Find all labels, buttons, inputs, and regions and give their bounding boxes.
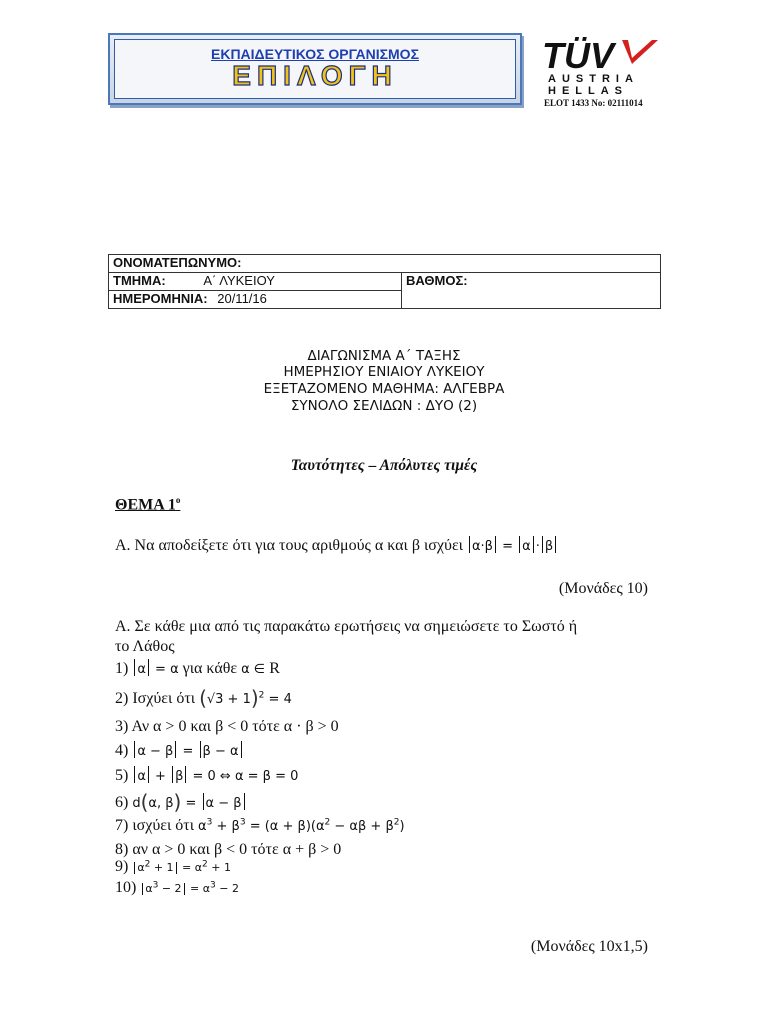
formula-item-10: $\alpha^3 - 2 = \alpha^3 - 2$ <box>140 882 239 895</box>
list-item <box>115 686 292 710</box>
item-text: 7) ισχύει ότι <box>115 817 195 834</box>
section-superscript: ο <box>175 495 181 505</box>
list-item: 3) Αν α > 0 και β < 0 τότε α · β > 0 <box>115 718 339 735</box>
item-text: 2) Ισχύει ότι <box>115 690 196 707</box>
date-value: 20/11/16 <box>217 291 267 306</box>
table-row <box>109 255 661 273</box>
tuv-main-text: TÜV <box>542 36 614 76</box>
question-a1 <box>115 536 558 555</box>
item-number: 5) <box>115 767 129 784</box>
date-cell[interactable] <box>109 291 402 309</box>
formula-item-6: d(α, β) = α − β <box>132 796 246 811</box>
item-number: 4) <box>115 742 129 759</box>
question-a1-text: Α. Να αποδείξετε ότι για τους αριθμούς α και β ισχύει <box>115 537 463 554</box>
list-item <box>115 741 244 760</box>
class-value: Α΄ ΛΥΚΕΙΟΥ <box>203 273 275 288</box>
tuv-hellas-text: HELLAS <box>548 85 628 96</box>
class-cell[interactable] <box>109 273 402 291</box>
organization-logo-box <box>108 33 522 105</box>
grade-cell[interactable] <box>402 273 661 309</box>
formula-item-2: $(√3 + 1)^2 = 4$ <box>199 686 292 710</box>
certification-number: ELOT 1433 No: 02111014 <box>544 98 643 108</box>
grade-label: ΒΑΘΜΟΣ: <box>406 273 468 288</box>
exam-title-line4: ΣΥΝΟΛΟ ΣΕΛΙΔΩΝ : ΔΥΟ (2) <box>290 398 478 414</box>
table-row <box>109 273 661 291</box>
tuv-austria-text: AUSTRIA <box>548 73 639 85</box>
class-label: ΤΜΗΜΑ: <box>113 273 166 288</box>
name-label: ΟΝΟΜΑΤΕΠΩΝΥΜΟ: <box>113 255 242 270</box>
item-text: για κάθε <box>182 660 238 677</box>
list-item: 1) α = α για κάθε α ∈ R <box>115 660 280 677</box>
formula-item-4: α − β = β − α <box>132 744 243 759</box>
item-number: 10) <box>115 879 137 896</box>
student-info-table <box>108 254 661 309</box>
marks-a1: (Μονάδες 10) <box>558 580 648 597</box>
item-number: 9) <box>115 858 129 875</box>
list-item <box>115 766 298 785</box>
formula-item-7: $\alpha^3 + \beta^3 = (\alpha + \beta)(\alpha^2 - \alpha\beta + \beta^2)$ <box>198 817 405 834</box>
section-title: ΘΕΜΑ 1 <box>115 496 176 514</box>
organization-name: ΕΚΠΑΙΔΕΥΤΙΚΟΣ ΟΡΓΑΝΙΣΜΟΣ <box>211 46 419 62</box>
formula-item-5: α + β = 0 ⇔ α = β = 0 <box>132 769 298 784</box>
exam-title-line1: ΔΙΑΓΩΝΙΣΜΑ Α΄ ΤΑΞΗΣ <box>307 348 461 364</box>
tuv-austria-logo <box>540 36 662 96</box>
exam-title-line3: ΕΞΕΤΑΖΟΜΕΝΟ ΜΑΘΗΜΑ: ΑΛΓΕΒΡΑ <box>263 381 505 397</box>
marks-a2: (Μονάδες 10x1,5) <box>530 938 648 955</box>
list-item <box>115 817 405 835</box>
list-item <box>115 879 239 897</box>
list-item <box>115 790 247 814</box>
list-item: 8) αν α > 0 και β < 0 τότε α + β > 0 <box>115 841 342 858</box>
formula-item-9: $\alpha^2 + 1 = \alpha^2 + 1$ <box>132 861 231 874</box>
date-label: ΗΜΕΡΟΜΗΝΙΑ: <box>113 291 208 306</box>
name-cell[interactable] <box>109 255 661 273</box>
organization-logo-inner <box>114 39 516 99</box>
question-a2-intro-2: το Λάθος <box>115 638 175 655</box>
exam-title-line2: ΗΜΕΡΗΣΙΟΥ ΕΝΙΑΙΟΥ ΛΥΚΕΙΟΥ <box>283 364 485 380</box>
question-a2-intro-1: Α. Σε κάθε μια από τις παρακάτω ερωτήσεις να σημειώσετε το Σωστό ή <box>115 618 578 635</box>
item-number: 6) <box>115 794 129 811</box>
subject-heading: Ταυτότητες – Απόλυτες τιμές <box>290 457 478 474</box>
formula-abs-product: α·β = α · β <box>467 539 558 554</box>
list-item <box>115 858 231 876</box>
organization-brand: ΕΠΙΛΟΓΗ <box>232 60 398 91</box>
item-number: 1) <box>115 660 129 677</box>
formula-item-1: α = α <box>132 662 178 677</box>
tuv-check-icon <box>622 40 658 64</box>
section-heading <box>115 495 180 514</box>
